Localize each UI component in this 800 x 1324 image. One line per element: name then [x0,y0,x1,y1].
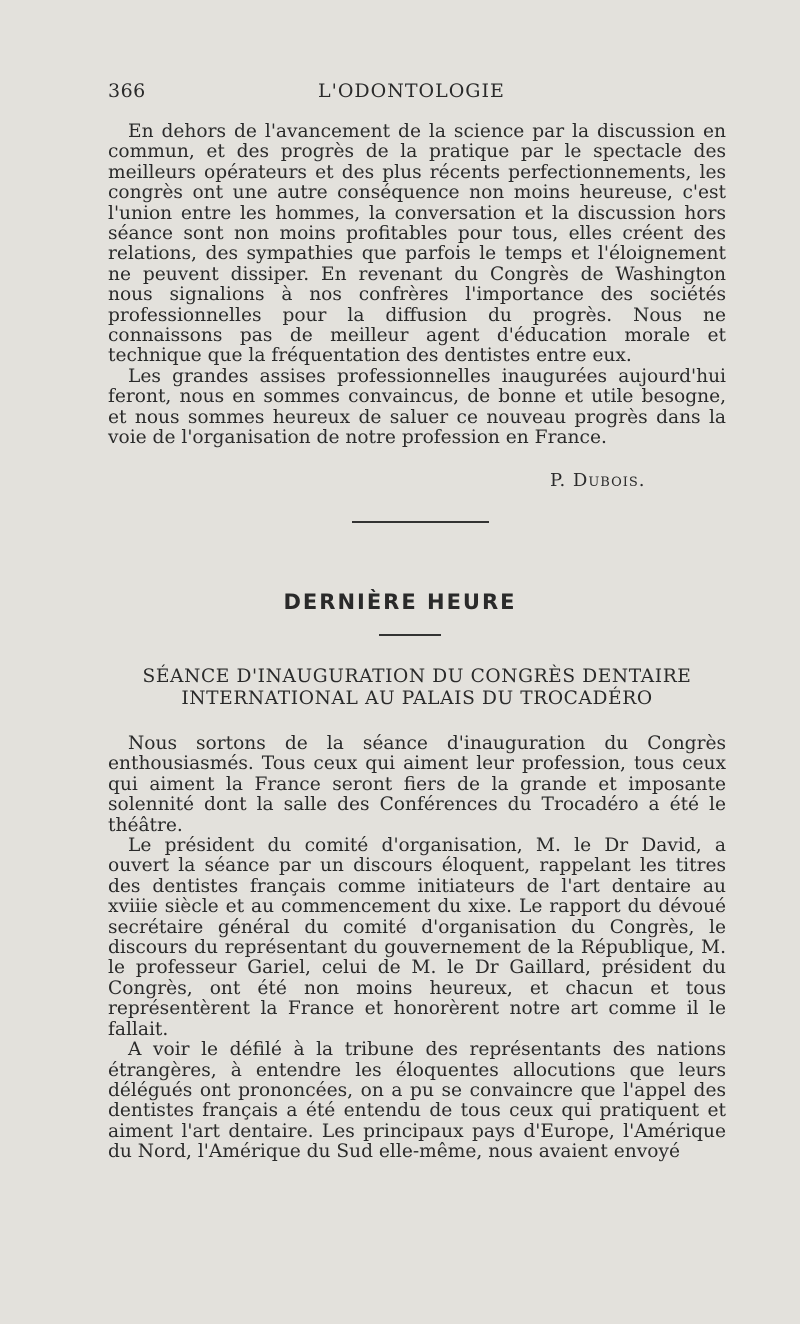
running-title: L'ODONTOLOGIE [318,80,505,102]
page-header [108,80,726,108]
article-title-line: SÉANCE D'INAUGURATION DU CONGRÈS DENTAIRE [142,666,692,687]
paragraph: A voir le défilé à la tribune des représentants des nations étrangères, à entendre les éloquentes allocutions que leurs délégués ont prononcées, on a pu se convaincre que l'appel des dentistes français a été entendu de tous ceux qui pratiquent et aiment l'art dentaire. Les principaux pays d'Europe, l'Amérique du Nord, l'Amérique du Sud elle-même, nous avaient envoyé [108,1039,726,1163]
article-title-line: INTERNATIONAL AU PALAIS DU TROCADÉRO [181,687,653,709]
page-number: 366 [108,80,146,102]
signature: P. Dubois. [550,470,646,491]
intro-text [108,122,726,449]
article-text [108,734,726,1163]
paragraph: Le président du comité d'organisation, M. le Dr David, a ouvert la séance par un discours éloquent, rappelant les titres des dentistes français comme initiateurs de l'art dentaire au xviiie siècle et au commencement du xixe. Le rapport du dévoué secrétaire général du comité d'organisation du Congrès, le discours du représentant du gouvernement de la République, M. le professeur Gariel, celui de M. le Dr Gaillard, président du Congrès, ont été non moins heureux, et chacun et tous représentèrent la France et honorèrent notre art comme il le fallait. [108,835,726,1040]
separator-rule [352,521,489,523]
paragraph: Les grandes assises professionnelles inaugurées aujourd'hui feront, nous en sommes convaincus, de bonne et utile besogne, et nous sommes heureux de saluer ce nouveau progrès dans la voie de l'organisation de notre profession en France. [108,365,726,449]
article-title [108,666,726,709]
paragraph: En dehors de l'avancement de la science par la discussion en commun, et des progrès de la pratique par le spectacle des meilleurs opérateurs et des plus récents perfectionnements, les congrès ont une autre conséquence non moins heureuse, c'est l'union entre les hommes, la conversation et la discussion hors séance sont non moins profitables pour tous, elles créent des relations, des sympathies que parfois le temps et l'éloignement ne peuvent dissiper. En revenant du Congrès de Washington nous signalions à nos confrères l'importance des sociétés professionnelles pour la diffusion du progrès. Nous ne connaissons pas de meilleur agent d'éducation morale et technique que la fréquentation des dentistes entre eux. [108,121,726,367]
paragraph: Nous sortons de la séance d'inauguration du Congrès enthousiasmés. Tous ceux qui aiment leur profession, tous ceux qui aiment la France seront fiers de la grande et imposante solennité dont la salle des Conférences du Trocadéro a été le théâtre. [108,733,726,836]
section-heading: DERNIÈRE HEURE [283,590,517,614]
separator-rule [379,634,441,636]
